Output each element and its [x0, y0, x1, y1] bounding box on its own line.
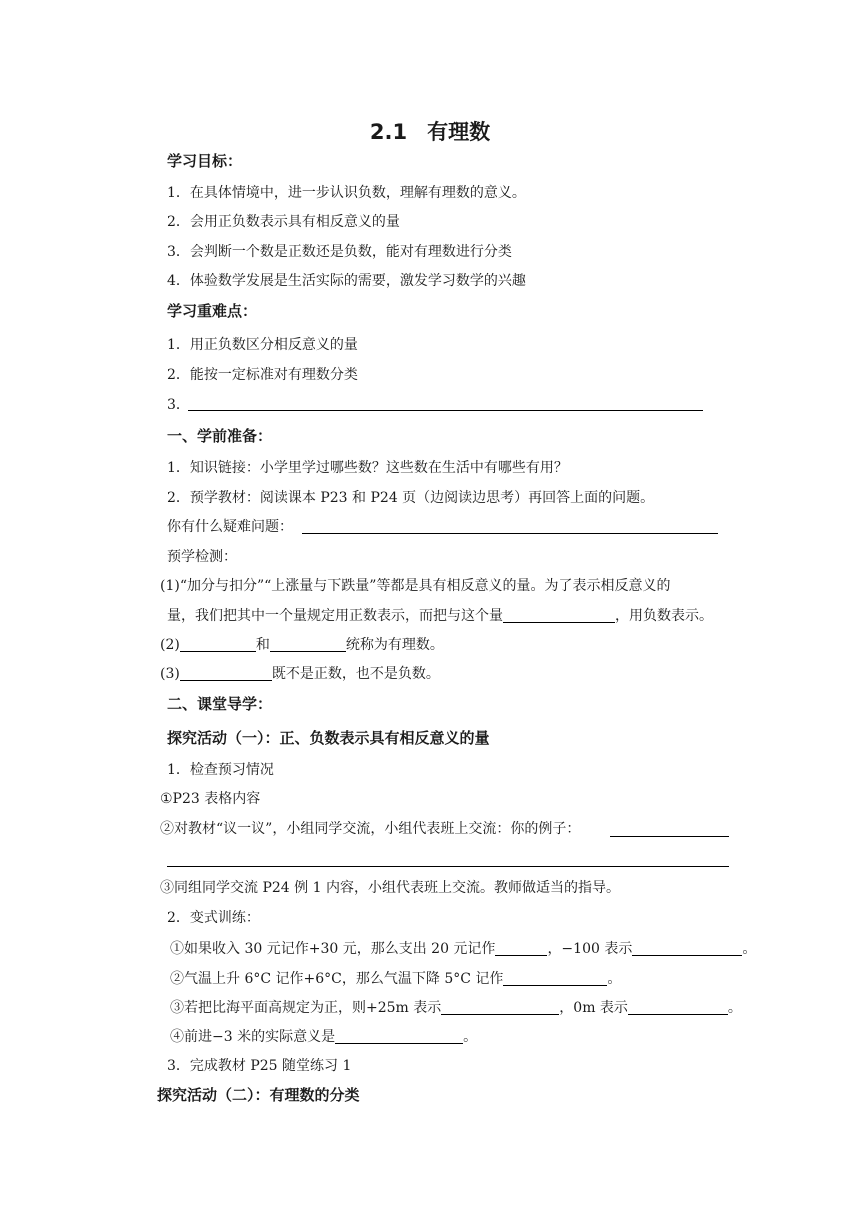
fill-blank: [495, 939, 547, 956]
section-number: 2.1: [369, 120, 408, 144]
fill-blank: [180, 664, 272, 681]
exercise-text: ②气温上升 6°C 记作+6°C，那么气温下降 5°C 记作: [170, 971, 504, 987]
sub-item: [160, 820, 580, 838]
activity-2-heading: 探究活动（二）：有理数的分类: [157, 1086, 360, 1104]
question-text: ，用负数表示。: [615, 608, 713, 624]
activity-1-heading: 探究活动（一）：正、负数表示具有相反意义的量: [167, 729, 490, 747]
question-text: 统称为有理数。: [345, 637, 444, 653]
question-text: 量，我们把其中一个量规定用正数表示，而把与这个量: [167, 608, 503, 624]
exercise-1: [170, 939, 756, 958]
question-text: 和: [255, 637, 270, 653]
question-text: 既不是正数，也不是负数。: [271, 666, 440, 682]
page-title: [0, 116, 860, 146]
question-number: (3): [160, 666, 180, 682]
exercise-text: ①如果收入 30 元记作+30 元，那么支出 20 元记作: [170, 941, 496, 957]
prep-heading: 一、学前准备：: [167, 427, 273, 445]
section-title: 有理数: [427, 120, 491, 144]
sub-item-text: ②对教材“议一议”，小组同学交流，小组代表班上交流：你的例子：: [160, 821, 581, 837]
check-label: 预学检测：: [167, 549, 237, 565]
sub-item: ③同组同学交流 P24 例 1 内容，小组代表班上交流。教师做适当的指导。: [160, 880, 620, 896]
fill-blank: [503, 969, 607, 986]
keypoint-blank-line: [188, 410, 703, 411]
question-label: 你有什么疑难问题：: [167, 519, 293, 535]
objective-item: 2．会用正负数表示具有相反意义的量: [167, 214, 400, 230]
keypoint-item: 1．用正负数区分相反意义的量: [167, 337, 358, 353]
question-number: (2): [160, 637, 180, 653]
classroom-heading: 二、课堂导学：: [167, 695, 273, 713]
prep-item: 1．知识链接：小学里学过哪些数？这些数在生活中有哪些有用？: [167, 460, 568, 476]
check-question-1: (1)“加分与扣分”“上涨量与下跌量”等都是具有相反意义的量。为了表示相反意义的: [160, 578, 671, 594]
keypoint-item: 2．能按一定标准对有理数分类: [167, 367, 358, 383]
objective-item: 3．会判断一个数是正数还是负数，能对有理数进行分类: [167, 244, 512, 260]
fill-blank: [628, 998, 728, 1015]
fill-blank: [270, 635, 346, 652]
objective-item: 4．体验数学发展是生活实际的需要，激发学习数学的兴趣: [167, 273, 526, 289]
exercise-text: ③若把比海平面高规定为正，则+25m 表示: [170, 1000, 442, 1016]
fill-blank: [441, 998, 559, 1015]
check-question-3: [160, 664, 440, 683]
objectives-heading: 学习目标：: [167, 152, 243, 170]
exercise-text: 。: [742, 941, 757, 957]
check-question-1-cont: [167, 606, 713, 625]
question-blank-line: [302, 533, 718, 534]
exercise-text: 。: [463, 1029, 478, 1045]
exercise-text: 。: [607, 971, 622, 987]
check-question-2: [160, 635, 444, 654]
objective-item: 1．在具体情境中，进一步认识负数，理解有理数的意义。: [167, 185, 526, 201]
fill-blank: [180, 635, 256, 652]
fill-blank: [335, 1027, 463, 1044]
fill-blank: [632, 939, 742, 956]
exercise-text: ④前进−3 米的实际意义是: [170, 1029, 336, 1045]
step-1: 1．检查预习情况: [167, 762, 274, 778]
example-blank-line-2: [167, 866, 729, 867]
exercise-3: [170, 998, 742, 1017]
exercise-text: 。: [727, 1000, 742, 1016]
prep-item: 2．预学教材：阅读课本 P23 和 P24 页（边阅读边思考）再回答上面的问题。: [167, 490, 655, 506]
fill-blank: [503, 606, 615, 623]
exercise-text: ，0m 表示: [559, 1000, 628, 1016]
exercise-text: ，−100 表示: [547, 941, 633, 957]
exercise-4: [170, 1027, 477, 1046]
step-3: 3．完成教材 P25 随堂练习 1: [167, 1058, 352, 1074]
step-2: 2．变式训练：: [167, 910, 260, 926]
keypoints-heading: 学习重难点：: [167, 302, 258, 320]
sub-item: ①P23 表格内容: [160, 791, 261, 807]
example-blank-line: [610, 836, 729, 837]
keypoint-item: 3．: [167, 397, 190, 413]
exercise-2: [170, 969, 621, 988]
